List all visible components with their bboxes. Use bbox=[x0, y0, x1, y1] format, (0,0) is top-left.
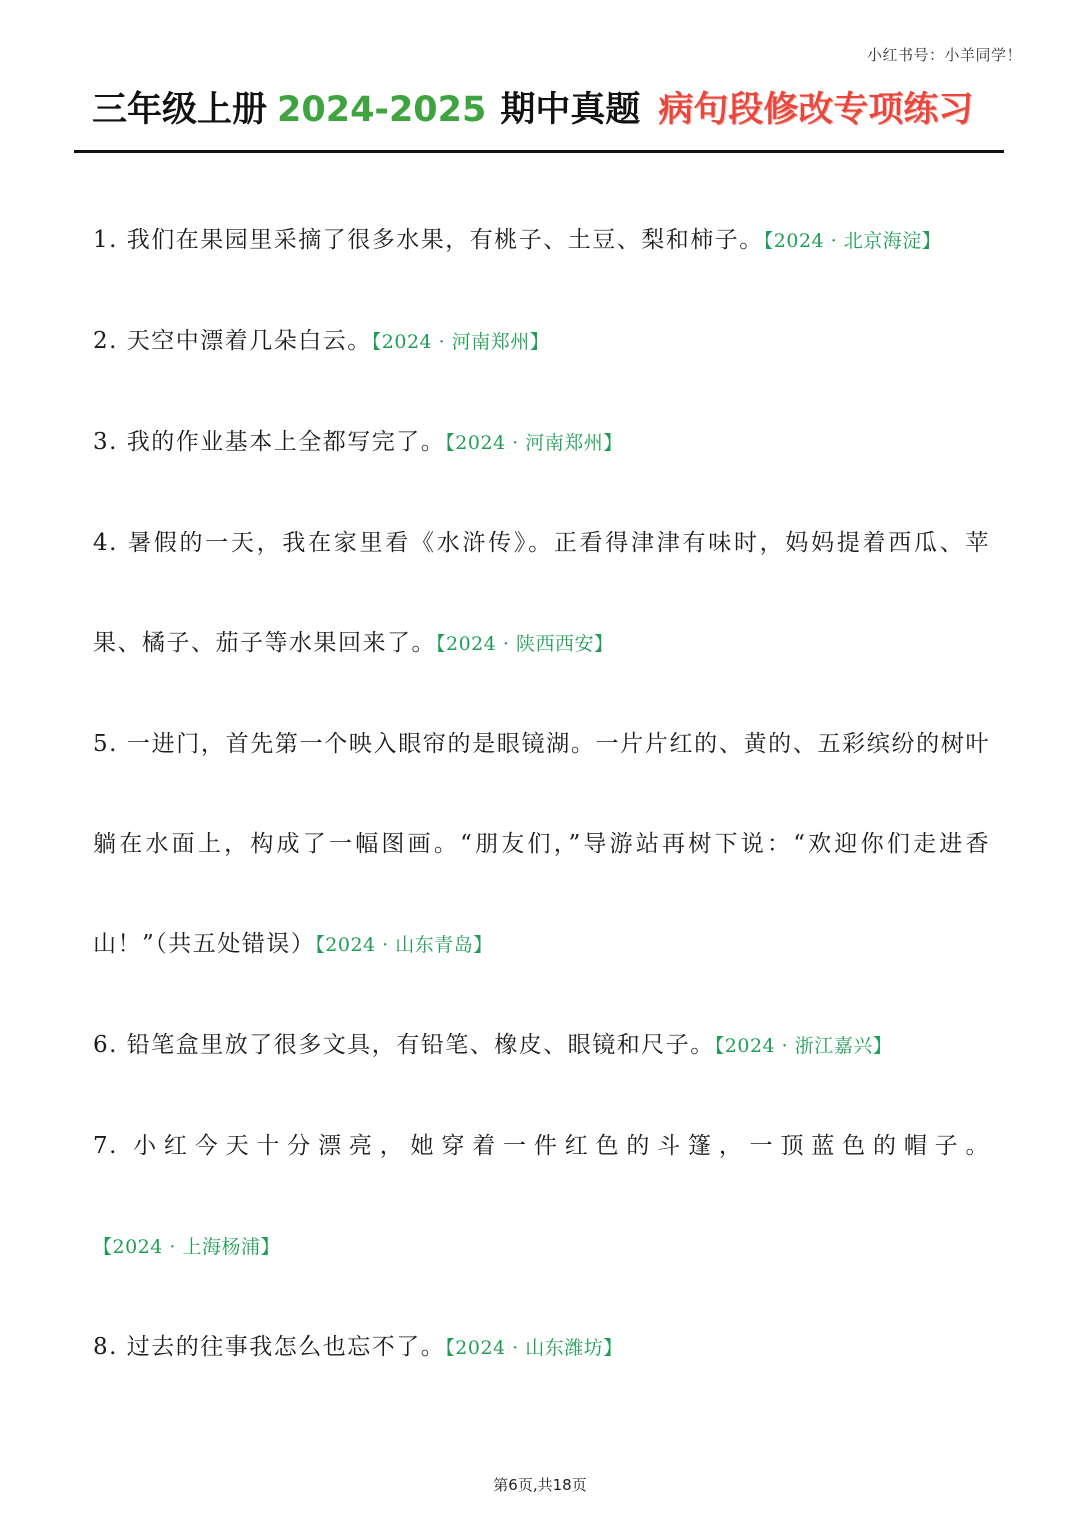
question-text: 6. 铅笔盒里放了很多文具，有铅笔、橡皮、眼镜和尺子。 bbox=[93, 1032, 715, 1058]
title-exam: 期中真题 bbox=[500, 90, 641, 130]
question-text: 8. 过去的往事我怎么也忘不了。 bbox=[93, 1334, 446, 1360]
title-topic: 病句段修改专项练习 bbox=[658, 90, 974, 130]
question-source: 【2024 · 上海杨浦】 bbox=[93, 1236, 280, 1258]
question-source: 【2024 · 浙江嘉兴】 bbox=[714, 1035, 893, 1057]
watermark-account: 小红书号：小羊同学！ bbox=[866, 46, 1022, 64]
question-item bbox=[93, 493, 990, 694]
question-item bbox=[93, 1297, 990, 1398]
question-item bbox=[93, 190, 990, 291]
question-text: 7. 小红今天十分漂亮，她穿着一件红色的斗篷，一顶蓝色的帽子。 bbox=[93, 1133, 990, 1159]
question-source: 【2024 · 河南郑州】 bbox=[371, 331, 550, 353]
title-divider bbox=[74, 150, 1004, 153]
question-text: 5. 一进门，首先第一个映入眼帘的是眼镜湖。一片片红的、黄的、五彩缤纷的树叶躺在水面上，构成了一幅图画。“朋友们，”导游站再树下说：“欢迎你们走进香山！”（共五处错误） bbox=[93, 731, 990, 957]
question-source: 【2024 · 山东青岛】 bbox=[315, 934, 493, 956]
title-grade: 三年级上册 bbox=[92, 90, 268, 130]
question-source: 【2024 · 北京海淀】 bbox=[763, 230, 942, 252]
question-item bbox=[93, 1096, 990, 1297]
question-text: 1. 我们在果园里采摘了很多水果，有桃子、土豆、梨和柿子。 bbox=[93, 227, 764, 253]
question-item bbox=[93, 694, 990, 995]
page-title bbox=[92, 82, 992, 132]
question-text: 2. 天空中漂着几朵白云。 bbox=[93, 328, 372, 354]
question-text: 4. 暑假的一天，我在家里看《水浒传》。正看得津津有味时，妈妈提着西瓜、苹果、橘子、茄子等水果回来了。 bbox=[93, 530, 990, 656]
question-item bbox=[93, 392, 990, 493]
question-source: 【2024 · 河南郑州】 bbox=[445, 432, 623, 454]
question-text: 3. 我的作业基本上全都写完了。 bbox=[93, 429, 446, 455]
question-source: 【2024 · 山东潍坊】 bbox=[445, 1337, 623, 1359]
title-year: 2024-2025 bbox=[277, 90, 487, 130]
question-source: 【2024 · 陕西西安】 bbox=[436, 633, 614, 655]
question-item bbox=[93, 291, 990, 392]
page-number: 第6页,共18页 bbox=[493, 1476, 587, 1494]
question-list bbox=[93, 190, 990, 1398]
question-item bbox=[93, 995, 990, 1096]
